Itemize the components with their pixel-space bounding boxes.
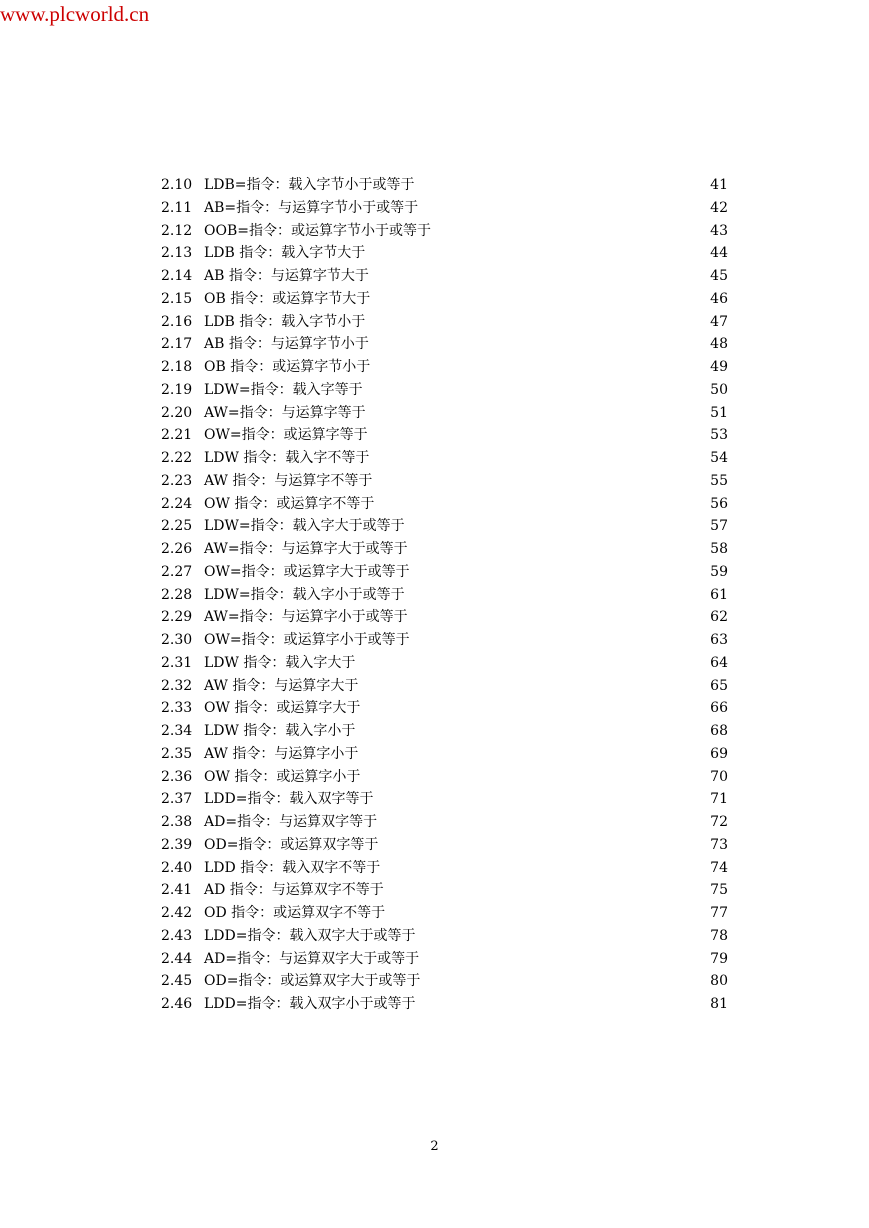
- toc-entry-number: 2.30: [161, 632, 193, 648]
- toc-entry-title: LDW=指令：载入字小于或等于: [204, 586, 405, 603]
- toc-entry-title: LDB=指令：载入字节小于或等于: [204, 177, 415, 193]
- toc-entry-number: 2.32: [161, 677, 193, 694]
- toc-entry-title: OW 指令：或运算字小于: [204, 768, 361, 785]
- toc-entry-page: 70: [710, 768, 728, 785]
- toc-entry-title: LDD 指令：载入双字不等于: [204, 859, 381, 876]
- toc-entry-number: 2.45: [161, 973, 193, 990]
- toc-entry-title: OW 指令：或运算字大于: [204, 700, 361, 717]
- toc-entry[interactable]: [161, 879, 731, 902]
- toc-entry-page: 42: [710, 199, 728, 216]
- toc-entry-title: AW=指令：与运算字大于或等于: [204, 541, 408, 557]
- toc-entry-page: 48: [710, 336, 728, 353]
- watermark-link[interactable]: www.plcworld.cn: [0, 2, 150, 26]
- toc-entry[interactable]: [161, 675, 731, 698]
- toc-entry-page: 47: [710, 313, 728, 330]
- toc-entry-title: OW=指令：或运算字大于或等于: [204, 563, 410, 580]
- toc-entry[interactable]: [161, 265, 731, 288]
- table-of-contents: [161, 174, 731, 1016]
- toc-entry-page: 59: [710, 563, 728, 580]
- toc-entry-number: 2.37: [161, 791, 193, 808]
- toc-entry-page: 63: [710, 632, 728, 648]
- toc-entry-page: 58: [710, 541, 728, 557]
- toc-entry-page: 68: [710, 723, 728, 739]
- toc-entry[interactable]: [161, 242, 731, 265]
- toc-entry-number: 2.34: [161, 723, 193, 739]
- toc-entry-title: LDB 指令：载入字节小于: [204, 313, 366, 330]
- toc-entry-number: 2.29: [161, 609, 193, 626]
- toc-entry-title: AD 指令：与运算双字不等于: [204, 882, 384, 899]
- toc-entry-page: 61: [710, 586, 728, 603]
- toc-entry-page: 53: [710, 427, 728, 444]
- toc-entry-title: OD=指令：或运算双字等于: [204, 836, 379, 853]
- toc-entry-title: LDW 指令：载入字不等于: [204, 450, 370, 466]
- toc-entry[interactable]: [161, 743, 731, 766]
- toc-entry-page: 78: [710, 927, 728, 944]
- toc-entry-number: 2.19: [161, 381, 193, 398]
- toc-entry[interactable]: [161, 766, 731, 789]
- toc-entry-number: 2.16: [161, 313, 193, 330]
- toc-entry-page: 65: [710, 677, 728, 694]
- toc-entry-page: 72: [710, 814, 728, 830]
- toc-entry[interactable]: [161, 447, 731, 470]
- toc-entry-page: 55: [710, 472, 728, 489]
- toc-entry-number: 2.11: [161, 199, 193, 216]
- toc-entry-page: 57: [710, 518, 728, 535]
- toc-entry[interactable]: [161, 788, 731, 811]
- toc-entry-page: 71: [710, 791, 728, 808]
- toc-entry-number: 2.17: [161, 336, 193, 353]
- toc-entry-title: AD=指令：与运算双字大于或等于: [204, 950, 420, 967]
- toc-entry[interactable]: [161, 424, 731, 447]
- toc-entry-title: OW 指令：或运算字不等于: [204, 495, 375, 512]
- toc-entry-number: 2.40: [161, 859, 193, 876]
- toc-entry-title: OB 指令：或运算字节大于: [204, 290, 371, 307]
- toc-entry-number: 2.23: [161, 472, 193, 489]
- toc-entry-number: 2.27: [161, 563, 193, 580]
- toc-entry[interactable]: [161, 561, 731, 584]
- toc-entry[interactable]: [161, 902, 731, 925]
- toc-entry-number: 2.18: [161, 359, 193, 375]
- toc-entry-title: LDW=指令：载入字大于或等于: [204, 518, 405, 535]
- toc-entry-title: AW=指令：与运算字小于或等于: [204, 609, 408, 626]
- toc-entry[interactable]: [161, 220, 731, 243]
- toc-entry-title: AW 指令：与运算字小于: [204, 745, 359, 762]
- toc-entry[interactable]: [161, 197, 731, 220]
- toc-entry-page: 77: [710, 905, 728, 921]
- toc-entry[interactable]: [161, 834, 731, 857]
- toc-entry-title: AB 指令：与运算字节大于: [204, 268, 369, 284]
- toc-entry[interactable]: [161, 720, 731, 743]
- toc-entry-number: 2.12: [161, 222, 193, 239]
- toc-entry-title: OD 指令：或运算双字不等于: [204, 905, 386, 921]
- toc-entry-number: 2.36: [161, 768, 193, 785]
- toc-entry-title: LDW 指令：载入字大于: [204, 654, 356, 671]
- toc-entry-page: 66: [710, 700, 728, 717]
- toc-entry-title: LDW 指令：载入字小于: [204, 723, 356, 739]
- toc-entry-title: AD=指令：与运算双字等于: [204, 814, 378, 830]
- toc-entry[interactable]: [161, 925, 731, 948]
- toc-entry-page: 44: [710, 245, 728, 262]
- toc-entry-number: 2.42: [161, 905, 193, 921]
- toc-entry-page: 41: [710, 177, 728, 193]
- toc-entry-number: 2.10: [161, 177, 193, 193]
- toc-entry-title: AW 指令：与运算字不等于: [204, 472, 373, 489]
- toc-entry[interactable]: [161, 652, 731, 675]
- toc-entry-number: 2.43: [161, 927, 193, 944]
- toc-entry-title: LDD=指令：载入双字等于: [204, 791, 374, 808]
- toc-entry[interactable]: [161, 606, 731, 629]
- toc-entry-number: 2.24: [161, 495, 193, 512]
- toc-entry-number: 2.22: [161, 450, 193, 466]
- toc-entry-title: OOB=指令：或运算字节小于或等于: [204, 222, 431, 239]
- toc-entry[interactable]: [161, 697, 731, 720]
- page-number: 2: [430, 1139, 439, 1154]
- toc-entry-number: 2.46: [161, 996, 193, 1012]
- toc-entry-page: 80: [710, 973, 728, 990]
- toc-entry-title: OB 指令：或运算字节小于: [204, 359, 371, 375]
- toc-entry-number: 2.21: [161, 427, 193, 444]
- toc-entry-title: LDD=指令：载入双字大于或等于: [204, 927, 416, 944]
- toc-entry-page: 62: [710, 609, 728, 626]
- toc-entry-title: AW 指令：与运算字大于: [204, 677, 359, 694]
- toc-entry-number: 2.33: [161, 700, 193, 717]
- toc-entry[interactable]: [161, 538, 731, 561]
- toc-entry-page: 79: [710, 950, 728, 967]
- toc-entry[interactable]: [161, 811, 731, 834]
- toc-entry[interactable]: [161, 288, 731, 311]
- toc-entry-number: 2.44: [161, 950, 193, 967]
- toc-entry-number: 2.41: [161, 882, 193, 899]
- toc-entry-number: 2.28: [161, 586, 193, 603]
- toc-entry-number: 2.31: [161, 654, 193, 671]
- toc-entry[interactable]: [161, 970, 731, 993]
- toc-entry-number: 2.35: [161, 745, 193, 762]
- toc-entry-number: 2.13: [161, 245, 193, 262]
- toc-entry-title: LDD=指令：载入双字小于或等于: [204, 996, 416, 1012]
- toc-entry[interactable]: [161, 993, 731, 1016]
- toc-entry-number: 2.14: [161, 268, 193, 284]
- toc-entry-title: AW=指令：与运算字等于: [204, 404, 366, 421]
- toc-entry-title: LDW=指令：载入字等于: [204, 381, 363, 398]
- toc-entry-page: 75: [710, 882, 728, 899]
- toc-entry[interactable]: [161, 493, 731, 516]
- toc-entry-page: 81: [710, 996, 728, 1012]
- toc-entry[interactable]: [161, 515, 731, 538]
- toc-entry-title: OD=指令：或运算双字大于或等于: [204, 973, 421, 990]
- toc-entry[interactable]: [161, 174, 731, 197]
- toc-entry-number: 2.26: [161, 541, 193, 557]
- toc-entry[interactable]: [161, 356, 731, 379]
- toc-entry-page: 64: [710, 654, 728, 671]
- toc-entry-page: 50: [710, 381, 728, 398]
- toc-entry-title: AB 指令：与运算字节小于: [204, 336, 369, 353]
- toc-entry-title: LDB 指令：载入字节大于: [204, 245, 366, 262]
- toc-entry[interactable]: [161, 402, 731, 425]
- toc-entry-page: 69: [710, 745, 728, 762]
- toc-entry-page: 56: [710, 495, 728, 512]
- toc-entry-page: 43: [710, 222, 728, 239]
- toc-entry-title: AB=指令：与运算字节小于或等于: [204, 199, 419, 216]
- toc-entry-number: 2.38: [161, 814, 193, 830]
- toc-entry-page: 73: [710, 836, 728, 853]
- toc-entry-title: OW=指令：或运算字等于: [204, 427, 368, 444]
- toc-entry[interactable]: [161, 470, 731, 493]
- toc-entry[interactable]: [161, 857, 731, 880]
- toc-entry-page: 45: [710, 268, 728, 284]
- toc-entry-page: 46: [710, 290, 728, 307]
- toc-entry-number: 2.25: [161, 518, 193, 535]
- toc-entry-page: 54: [710, 450, 728, 466]
- toc-entry[interactable]: [161, 379, 731, 402]
- toc-entry[interactable]: [161, 948, 731, 971]
- toc-entry-number: 2.20: [161, 404, 193, 421]
- toc-entry-page: 51: [710, 404, 728, 421]
- toc-entry[interactable]: [161, 333, 731, 356]
- toc-entry[interactable]: [161, 584, 731, 607]
- toc-entry[interactable]: [161, 629, 731, 652]
- toc-entry-title: OW=指令：或运算字小于或等于: [204, 632, 410, 648]
- toc-entry-number: 2.39: [161, 836, 193, 853]
- toc-entry-page: 49: [710, 359, 728, 375]
- toc-entry-page: 74: [710, 859, 728, 876]
- toc-entry[interactable]: [161, 311, 731, 334]
- toc-entry-number: 2.15: [161, 290, 193, 307]
